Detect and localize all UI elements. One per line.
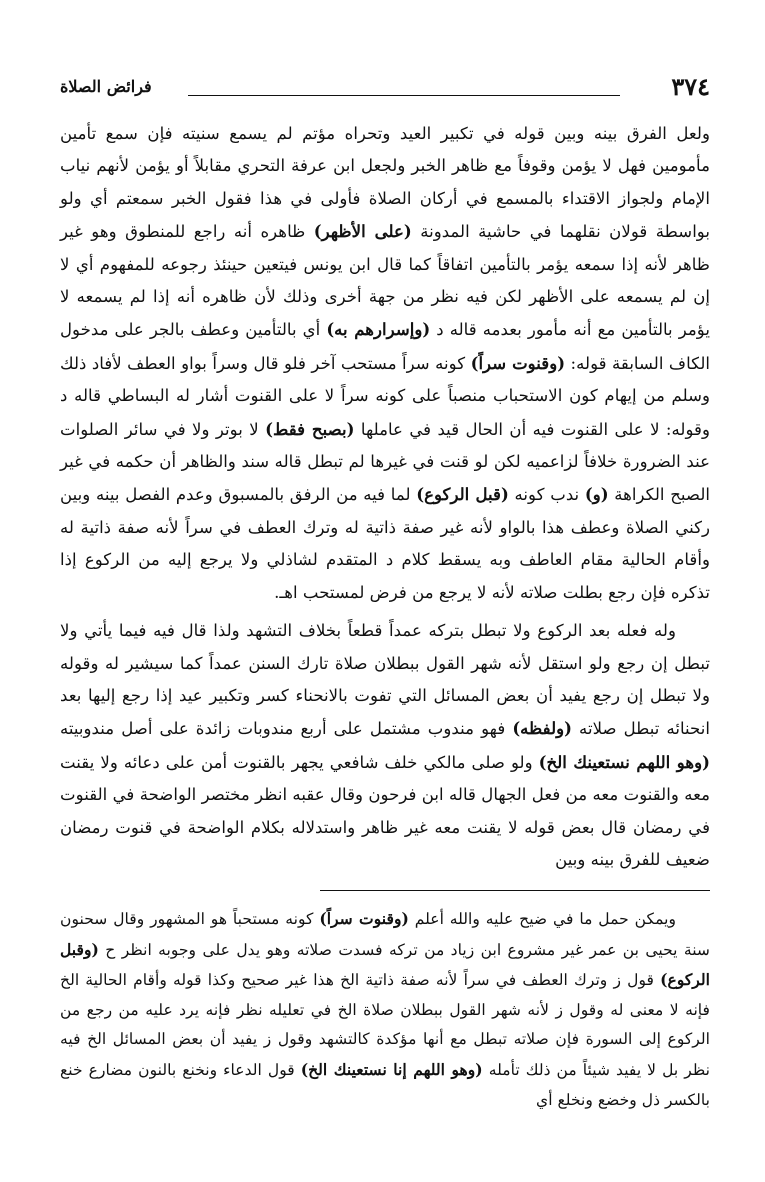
text-run: ظاهره أنه راجع للمنطوق وهو غير ظاهر لأنه إذا سمعه يؤمر بالتأمين اتفاقاً كما قال ابن يونس فيتعين حينئذ رجوعه للمفهوم أي لا إن لم يسمعه على الأظهر لكن فيه نظر من جهة أخرى وذلك لأن ظاهره أنه إذا لم يسمعه لا يؤمر بالتأمين مع أنه مأمور بعدمه قاله د <box>60 222 710 340</box>
text-run: قول الدعاء ونخنع بالنون مضارع خنع بالكسر ذل وخضع ونخلع أي <box>60 1060 710 1109</box>
running-title: فرائض الصلاة <box>60 77 152 96</box>
text-run: ويمكن حمل ما في ضيح عليه والله أعلم <box>408 910 677 928</box>
matn-quote: (وهو اللهم إنا نستعينك الخ) <box>300 1059 483 1079</box>
text-run: وله فعله بعد الركوع ولا تبطل بتركه عمداً قطعاً بخلاف التشهد ولذا قال فيه فيما يأتي ولا تبطل إن رجع ولو استقل لأنه شهر القول ببطلان صلاة تارك السنن عمداً كما سيشير له وقوله ولا تبطل إن رجع يفيد أن بعض المسائل التي تفوت بالانحناء كسر وتكبير عيد إذا رجع إليها بعد انحنائه تبطل صلاته <box>60 621 710 739</box>
text-run: لا بوتر ولا في سائر الصلوات عند الضرورة خلافاً لزاعميه لكن لو قنت في غيرها لم تبطل قاله سند والظاهر أن حكمه في غير الصبح الكراهة <box>60 419 710 505</box>
matn-quote: (بصبح فقط) <box>265 418 355 439</box>
matn-quote: (ولفظه) <box>512 718 572 739</box>
text-run: ولعل الفرق بينه وبين قوله في تكبير العيد وتحراه مؤتم لم يسمع سنيته فإن سمع تأمين مأمومين فهل لا يؤمن وقوفاً مع ظاهر الخبر ولجعل ابن عرفة التحري مقابلاً أو يؤمن لأنهم نياب الإمام ولجواز الاقتداء بالمسمع في أركان الصلاة فأولى في هذا فقول الخبر سمعتم أي ولو بواسطة قولان نقلهما في حاشية المدونة <box>60 124 710 242</box>
matn-quote: (وقنوت سراً) <box>319 909 409 928</box>
footnote <box>60 904 710 1115</box>
matn-quote: (قبل الركوع) <box>416 484 509 505</box>
text-run: فهو مندوب مشتمل على أربع مندوبات زائدة على أصل مندوبيته <box>60 719 513 739</box>
matn-quote: (وقبل الركوع) <box>60 939 710 990</box>
text-run: لما فيه من الرفق بالمسبوق وعدم الفصل بينه وبين ركني الصلاة وعطف هذا بالواو لأنه غير صفة ذاتية له وترك العطف في سراً لأنه صفة ذاتية له وأقام الحالية مقام العاطف وبه يسقط كلام د المتقدم لشاذلي ولا يرجع إليه من الركوع إذا تذكره فإن رجع بطلت صلاته لأنه لا يرجع من فرض لمستحب اهـ. <box>60 485 710 602</box>
text-run: أي بالتأمين وعطف بالجر على مدخول الكاف السابقة قوله: <box>60 320 710 373</box>
paragraph <box>60 615 710 876</box>
matn-quote: (على الأظهر) <box>313 221 412 242</box>
page-header <box>60 72 710 106</box>
text-run: كونه سراً مستحب آخر فلو قال وسراً بواو العطف لأفاد ذلك وسلم من إيهام كون الاستحباب منصباً على كونه سراً لا على القنوت أشار له البساطي قاله د وقوله: لا على القنوت فيه أن الحال قيد في عاملها <box>60 353 710 439</box>
matn-quote: (و) <box>584 484 609 505</box>
text-run: ولو صلى مالكي خلف شافعي يجهر بالقنوت أمن على دعائه ولا يقنت معه والقنوت معه من فعل الجهال قاله ابن فرحون وقال عقبه انظر مختصر الواضحة في القنوت في رمضان قال بعض قوله لا يقنت معه غير ظاهر واستدلاله بكلام الواضحة في قنوت رمضان ضعيف للفرق بينه وبين <box>60 752 710 869</box>
main-text <box>60 118 710 876</box>
header-rule <box>188 95 620 96</box>
text-run: قول ز وترك العطف في سراً لأنه صفة ذاتية الخ هذا غير صحيح وكذا قوله وأقام الحالية الخ فإنه لا معنى له وقول ز لأنه شهر القول ببطلان صلاة الخ في تعليله نظر فإنه يرد عليه من رجع من الركوع إلى السورة فإن صلاته تبطل مع أنها مؤكدة كالتشهد وقول ز يفيد أن بعض المسائل الخ فيه نظر بل لا يفيد شيئاً من ذلك تأمله <box>60 971 711 1079</box>
matn-quote: (وقنوت سراً) <box>470 352 566 373</box>
matn-quote: (وإسرارهم به) <box>326 319 431 340</box>
paragraph <box>60 118 710 609</box>
text-run: ندب كونه <box>508 485 585 505</box>
footnote-separator <box>320 890 710 891</box>
page-number: ٣٧٤ <box>671 72 710 101</box>
text-run: كونه مستحباً هو المشهور وقال سحنون سنة يحيى بن عمر غير مشروع ابن زياد من تركه فسدت صلاته وهو يدل على وجوبه انظر ح <box>60 910 710 959</box>
footnote-paragraph <box>60 904 710 1115</box>
matn-quote: (وهو اللهم نستعينك الخ) <box>538 751 710 772</box>
